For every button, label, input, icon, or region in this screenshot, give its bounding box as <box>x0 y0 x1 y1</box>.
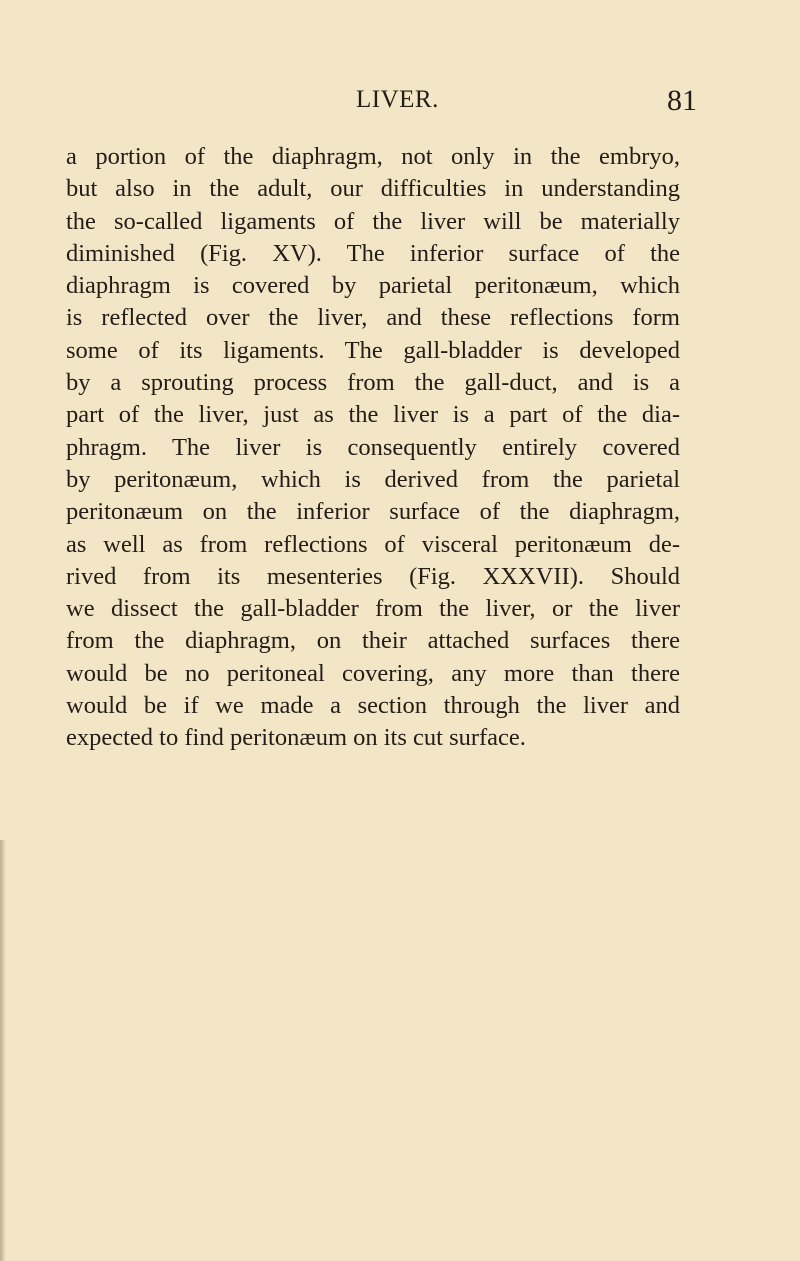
text-line: phragm. The liver is consequently entirely covered <box>66 433 680 461</box>
text-line: diminished (Fig. XV). The inferior surface of the <box>66 239 680 267</box>
text-line: a portion of the diaphragm, not only in the embryo, <box>66 143 680 170</box>
page-edge-shadow <box>0 840 6 1261</box>
text-line: we dissect the gall-bladder from the liver, or the liver <box>66 595 680 623</box>
text-line: expected to find peritonæum on its cut surface. <box>66 724 526 752</box>
text-line: part of the liver, just as the liver is a part of the dia- <box>66 401 680 429</box>
text-line: some of its ligaments. The gall-bladder is developed <box>66 336 680 364</box>
running-head: LIVER. <box>356 86 439 113</box>
text-line: would be if we made a section through the liver and <box>66 692 680 720</box>
text-line: would be no peritoneal covering, any more than there <box>66 659 680 687</box>
page-number: 81 <box>667 84 697 117</box>
text-line: by a sprouting process from the gall-duct, and is a <box>66 369 680 397</box>
text-line: by peritonæum, which is derived from the parietal <box>66 465 680 493</box>
text-line: the so-called ligaments of the liver will be materially <box>66 207 680 235</box>
text-line: peritonæum on the inferior surface of the diaphragm, <box>66 498 680 526</box>
text-line: diaphragm is covered by parietal peritonæum, which <box>66 272 680 300</box>
text-line: as well as from reflections of visceral peritonæum de- <box>66 530 680 558</box>
text-line: from the diaphragm, on their attached surfaces there <box>66 627 680 655</box>
body-paragraph <box>66 141 680 755</box>
text-line: rived from its mesenteries (Fig. XXXVII). Should <box>66 562 680 590</box>
text-line: is reflected over the liver, and these reflections form <box>66 304 680 332</box>
text-line: but also in the adult, our difficulties in understanding <box>66 175 680 203</box>
